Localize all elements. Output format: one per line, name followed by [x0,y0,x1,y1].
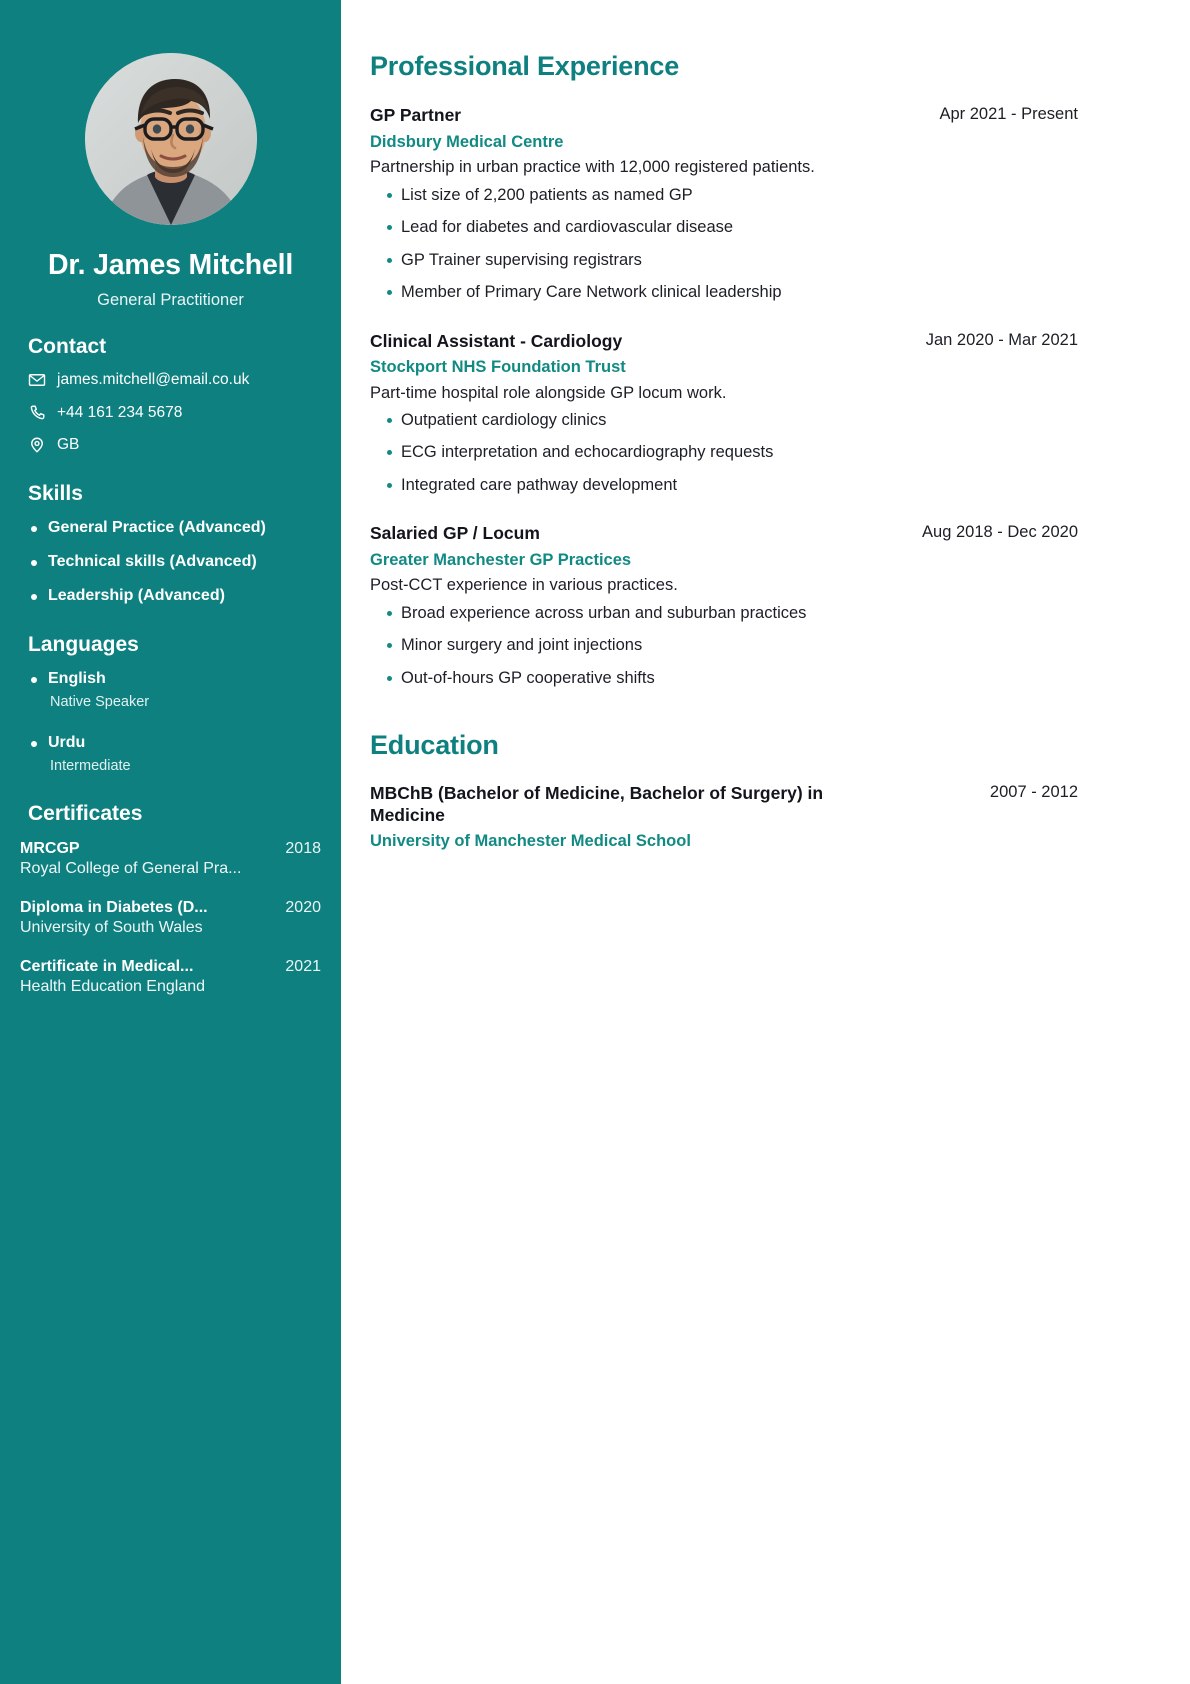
language-item [28,669,321,711]
experience-entry-header [370,522,1078,544]
certificate-item [20,898,321,937]
experience-organization: Greater Manchester GP Practices [370,550,632,569]
languages-heading: Languages [28,632,139,656]
experience-entry [370,104,1078,303]
experience-bullet: Broad experience across urban and suburban practices [370,603,1078,624]
certificate-item [20,839,321,878]
certificate-year: 2020 [285,898,321,916]
person-name: Dr. James Mitchell [47,249,294,281]
contact-location[interactable] [28,436,321,455]
person-job-title: General Practitioner [97,290,244,309]
languages-list [20,669,321,775]
skill-item: Leadership (Advanced) [28,586,321,606]
contact-heading: Contact [28,334,107,358]
certificate-issuer: University of South Wales [20,919,203,937]
experience-date: Jan 2020 - Mar 2021 [925,330,1078,349]
experience-role: Salaried GP / Locum [370,523,540,544]
language-name: English [48,670,106,688]
experience-bullet: Member of Primary Care Network clinical leadership [370,282,1078,303]
sidebar [0,0,341,1684]
certificates-heading: Certificates [28,802,143,826]
avatar-container [20,0,321,225]
experience-date: Apr 2021 - Present [939,105,1078,124]
experience-bullet: ECG interpretation and echocardiography requests [370,442,1078,463]
education-date: 2007 - 2012 [989,782,1078,801]
experience-section-title: Professional Experience [370,51,680,81]
education-section-title: Education [370,730,499,761]
skills-heading: Skills [28,481,83,505]
experience-entry-header [370,330,1078,352]
experience-organization: Stockport NHS Foundation Trust [370,357,626,376]
experience-date: Aug 2018 - Dec 2020 [922,523,1078,542]
experience-organization: Didsbury Medical Centre [370,132,564,151]
certificate-name: MRCGP [20,839,80,857]
experience-bullet: GP Trainer supervising registrars [370,250,1078,271]
contact-phone-value: +44 161 234 5678 [57,403,183,421]
phone-icon [28,404,46,422]
language-level: Native Speaker [50,694,150,711]
contact-location-value: GB [57,436,80,454]
experience-entry [370,330,1078,497]
education-degree: MBChB (Bachelor of Medicine, Bachelor of Surgery) in Medicine [370,782,824,825]
education-entry [370,782,1078,852]
certificate-name: Certificate in Medical... [20,958,194,976]
experience-entry [370,522,1078,689]
experience-summary: Partnership in urban practice with 12,000 registered patients. [370,158,815,177]
certificate-header [20,957,321,976]
education-institution: University of Manchester Medical School [370,832,691,851]
experience-bullet-list [370,603,1078,689]
certificate-issuer: Health Education England [20,978,206,996]
experience-bullet: Lead for diabetes and cardiovascular disease [370,217,1078,238]
skills-list [20,518,321,606]
certificate-year: 2021 [285,958,321,976]
envelope-icon [28,371,46,389]
experience-role: Clinical Assistant - Cardiology [370,330,623,351]
avatar [85,53,257,225]
language-name: Urdu [48,734,86,752]
experience-bullet: Outpatient cardiology clinics [370,410,1078,431]
language-level: Intermediate [50,758,131,775]
certificate-year: 2018 [285,839,321,857]
experience-bullet-list [370,410,1078,496]
language-item [28,733,321,775]
experience-bullet: List size of 2,200 patients as named GP [370,185,1078,206]
certificate-item [20,957,321,996]
contact-phone[interactable] [28,404,321,423]
experience-role: GP Partner [370,105,462,126]
experience-bullet: Integrated care pathway development [370,475,1078,496]
certificate-header [20,839,321,858]
experience-bullet: Out-of-hours GP cooperative shifts [370,668,1078,689]
contact-email[interactable] [28,371,321,390]
experience-entry-header [370,104,1078,126]
experience-bullet-list [370,185,1078,304]
experience-bullet: Minor surgery and joint injections [370,635,1078,656]
certificates-list [20,839,321,997]
experience-summary: Post-CCT experience in various practices. [370,576,678,595]
education-entry-header [370,782,1078,827]
certificate-header [20,898,321,917]
contact-list [20,371,321,455]
skill-item: Technical skills (Advanced) [28,552,321,572]
main-content [341,0,1190,1684]
skill-item: General Practice (Advanced) [28,518,321,538]
experience-summary: Part-time hospital role alongside GP locum work. [370,383,727,402]
location-pin-icon [28,436,46,454]
certificate-name: Diploma in Diabetes (D... [20,898,208,916]
contact-email-value: james.mitchell@email.co.uk [57,370,250,388]
certificate-issuer: Royal College of General Pra... [20,859,242,877]
